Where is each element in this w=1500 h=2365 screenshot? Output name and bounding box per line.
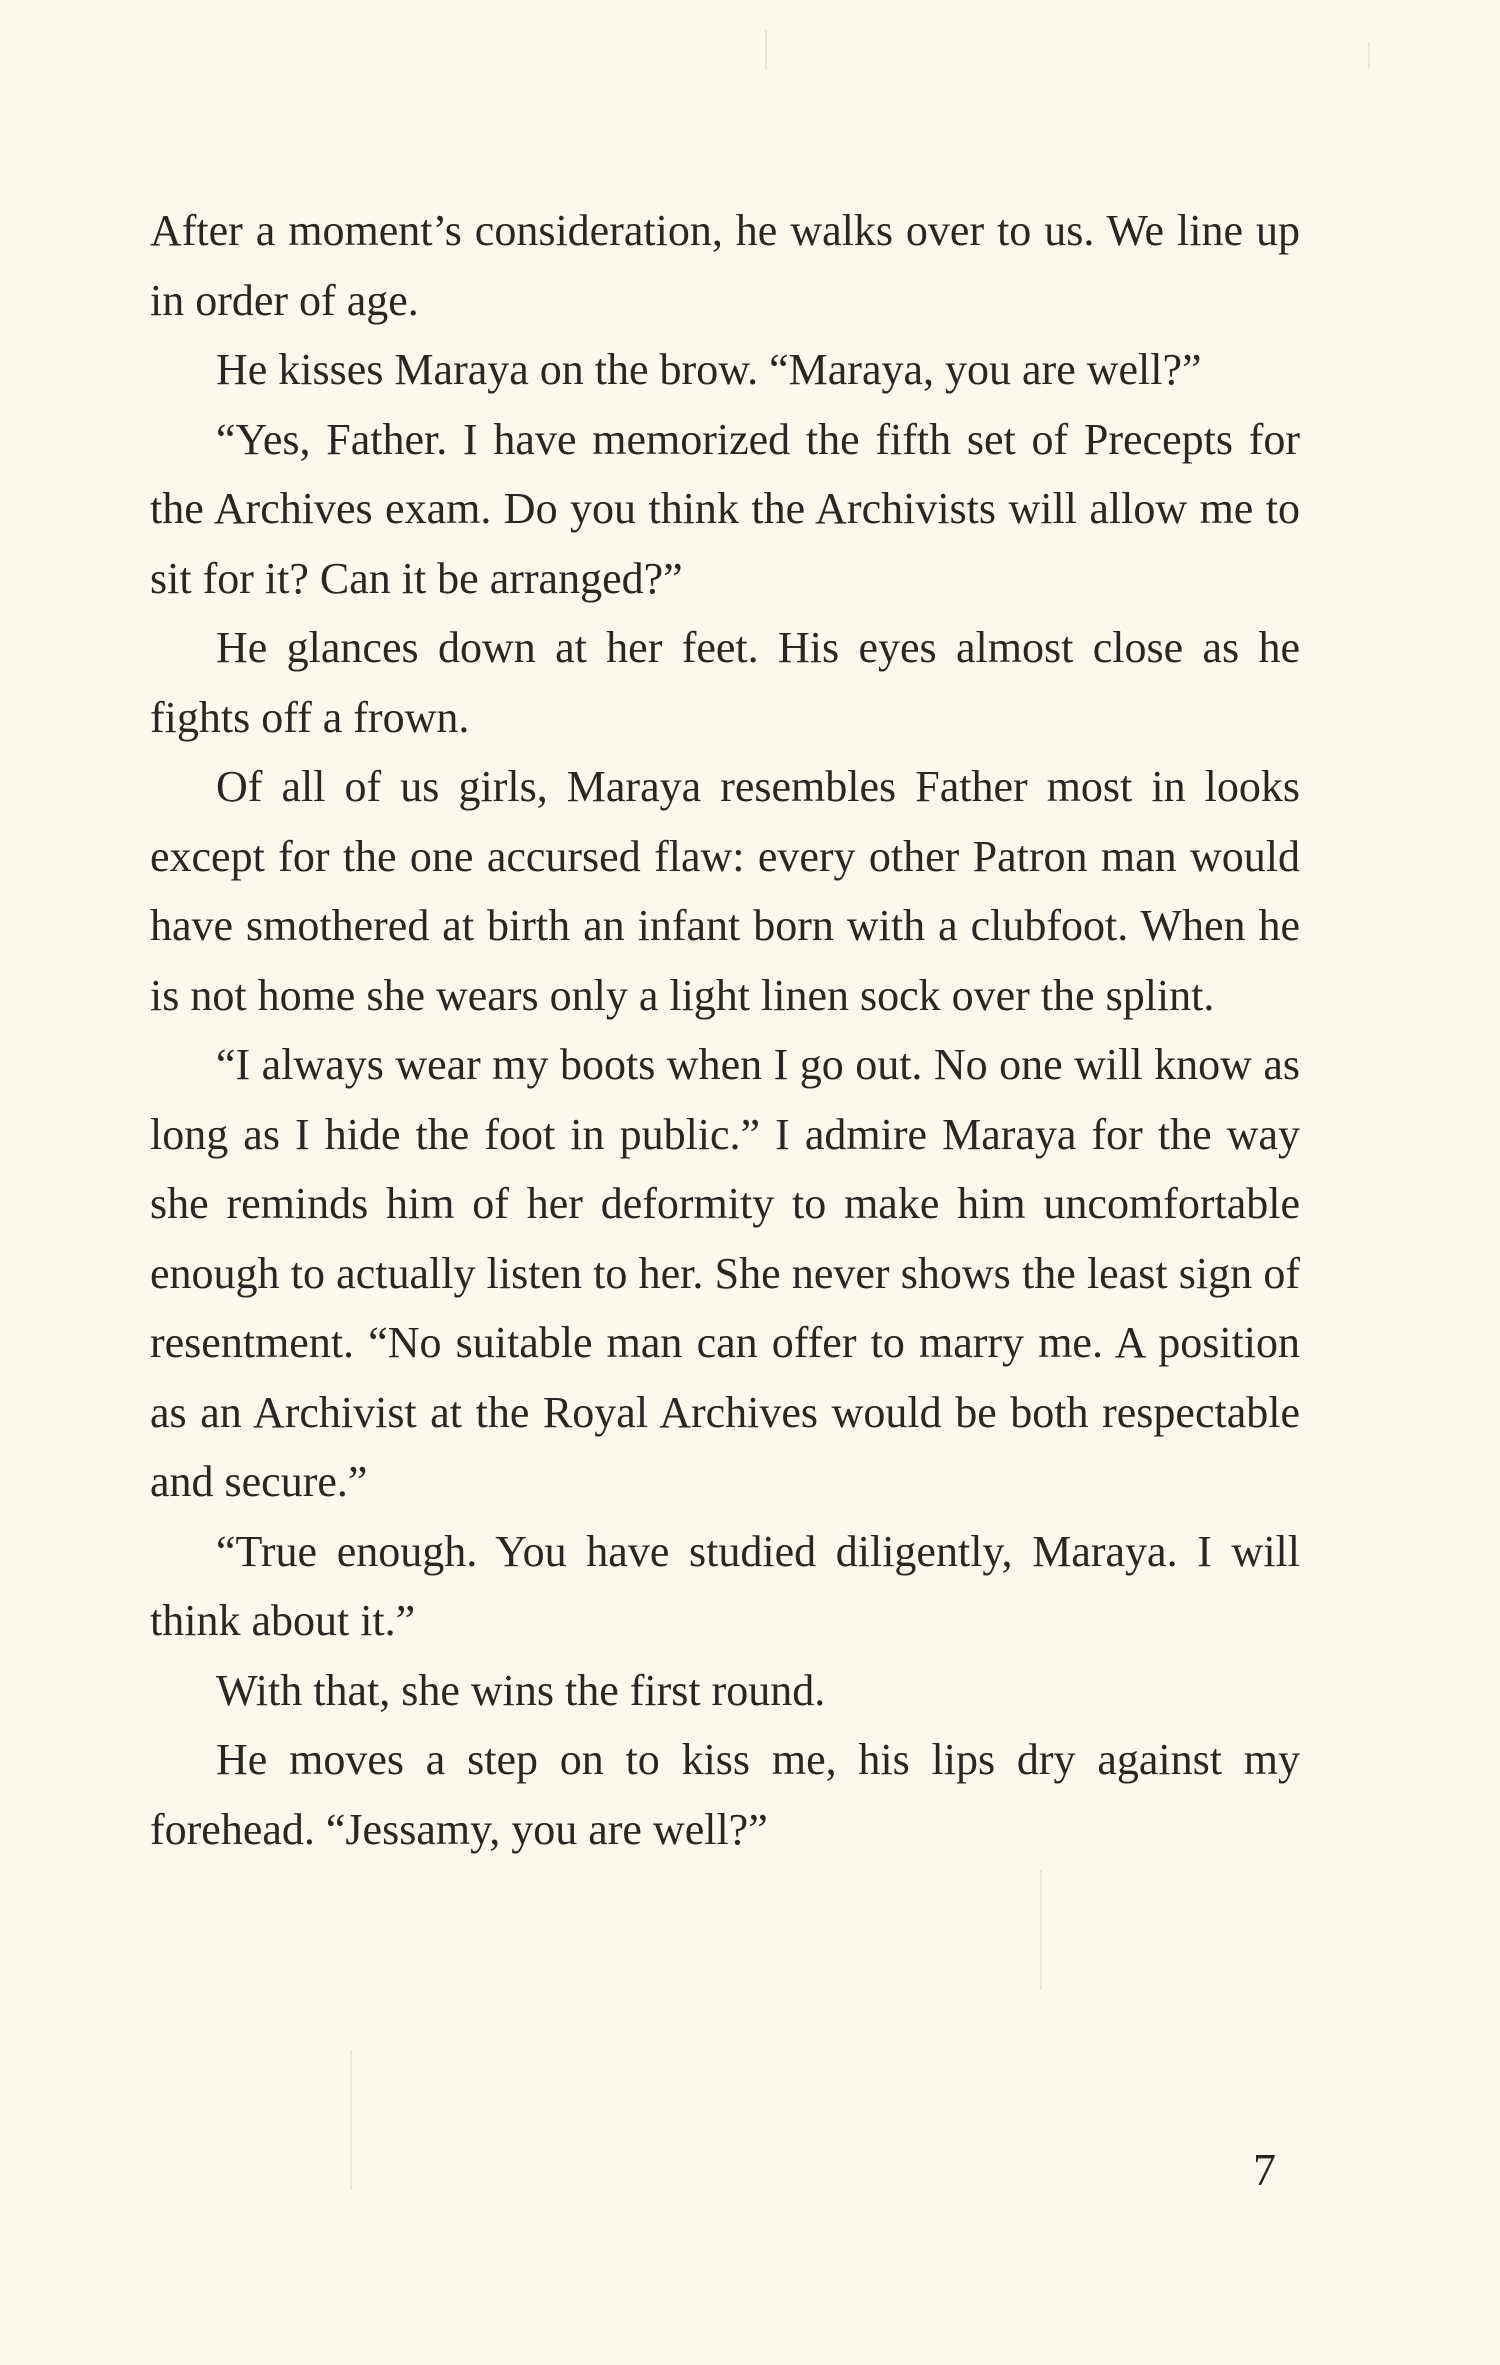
scan-mark: [1368, 42, 1370, 68]
body-text: [150, 196, 1300, 1864]
scan-mark: [765, 30, 767, 70]
paragraph: After a moment’s consideration, he walks over to us. We line up in order of age.: [150, 206, 1300, 325]
paragraph: “True enough. You have studied diligently, Maraya. I will think about it.”: [150, 1526, 1300, 1645]
scan-mark: [350, 2050, 352, 2190]
paragraph: Of all of us girls, Maraya resembles Father most in looks except for the one accursed flaw: every other Patron man would have smothered at birth an infant born with a clubfoot. When he is not home she wears only a light linen sock over the splint.: [150, 762, 1300, 1020]
paragraph: With that, she wins the first round.: [216, 1665, 826, 1715]
paragraph: “I always wear my boots when I go out. No one will know as long as I hide the foot in public.” I admire Maraya for the way she reminds him of her deformity to make him uncomfortable enough to actually listen to her. She never shows the least sign of resentment. “No suitable man can offer to marry me. A position as an Archivist at the Royal Archives would be both respectable and secure.”: [150, 1040, 1300, 1506]
paragraph: “Yes, Father. I have memorized the fifth set of Precepts for the Archives exam. Do you think the Archivists will allow me to sit for it? Can it be arranged?”: [150, 414, 1300, 603]
paragraph: He glances down at her feet. His eyes almost close as he fights off a frown.: [150, 623, 1300, 742]
page-number: 7: [1253, 2144, 1276, 2195]
paragraph: He kisses Maraya on the brow. “Maraya, you are well?”: [216, 345, 1202, 394]
paragraph: He moves a step on to kiss me, his lips dry against my forehead. “Jessamy, you are well?”: [150, 1735, 1300, 1854]
scan-mark: [1040, 1870, 1042, 1990]
